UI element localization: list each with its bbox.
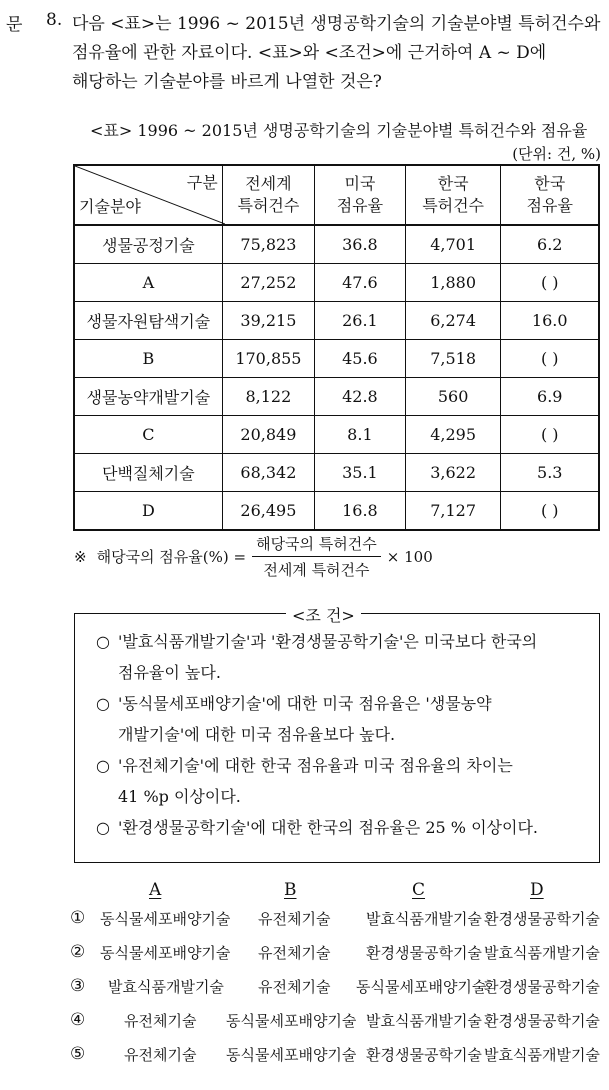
cell-us: 8.1	[315, 416, 406, 454]
cell-us: 26.1	[315, 302, 406, 340]
condition-text: 개발기술'에 대한 미국 점유율보다 높다.	[118, 725, 396, 744]
question-number: 8.	[46, 10, 63, 30]
option-d: 환경생물공학기술	[484, 978, 600, 996]
cell-us: 35.1	[315, 454, 406, 492]
option-number: ④	[70, 1010, 86, 1030]
option-a: 유전체기술	[124, 1046, 197, 1064]
bullet-icon: ○	[96, 818, 110, 837]
bullet-icon: ○	[96, 756, 110, 775]
table-row	[74, 340, 599, 378]
cell-field: 생물농약개발기술	[74, 378, 222, 416]
cell-world: 8,122	[222, 378, 314, 416]
condition-line	[96, 781, 513, 812]
bullet-icon: ○	[96, 632, 110, 651]
table-row	[74, 378, 599, 416]
option-a: 동식물세포배양기술	[100, 910, 231, 928]
answer-option[interactable]	[70, 942, 609, 968]
answer-option[interactable]	[70, 1010, 609, 1036]
option-number: ③	[70, 976, 86, 996]
cell-kr-share: 6.9	[501, 378, 599, 416]
cell-field: A	[74, 264, 222, 302]
share-formula	[74, 533, 433, 580]
table-row	[74, 264, 599, 302]
cell-world: 20,849	[222, 416, 314, 454]
option-number: ⑤	[70, 1044, 86, 1064]
cell-kr-share: ( )	[501, 340, 599, 378]
condition-line	[96, 812, 538, 843]
cell-field: B	[74, 340, 222, 378]
table-row	[74, 416, 599, 454]
column-header	[405, 165, 501, 225]
cell-kr-share: 16.0	[501, 302, 599, 340]
patent-table	[73, 164, 600, 531]
cell-field: D	[74, 492, 222, 531]
cell-field: 단백질체기술	[74, 454, 222, 492]
formula-rhs: × 100	[386, 547, 433, 566]
option-number: ①	[70, 908, 86, 928]
col-header-kr-count: 한국 특허건수	[422, 174, 485, 215]
condition-line	[96, 626, 537, 657]
answer-option[interactable]	[70, 908, 609, 934]
option-b: 유전체기술	[258, 978, 331, 996]
option-c: 환경생물공학기술	[366, 944, 482, 962]
formula-fraction	[252, 533, 381, 580]
table-header-row	[74, 165, 599, 225]
col-header-us: 미국 점유율	[336, 174, 384, 215]
cell-kr-share: 5.3	[501, 454, 599, 492]
answer-header-a: A	[149, 880, 162, 900]
option-b: 동식물세포배양기술	[226, 1012, 357, 1030]
condition-item	[96, 812, 538, 843]
condition-line	[96, 750, 513, 781]
option-a: 유전체기술	[124, 1012, 197, 1030]
table-row	[74, 302, 599, 340]
answer-header-c: C	[412, 880, 426, 900]
question-label: 문	[6, 15, 23, 35]
cell-us: 45.6	[315, 340, 406, 378]
option-number: ②	[70, 942, 86, 962]
formula-lhs: 해당국의 점유율(%) =	[96, 548, 247, 566]
condition-text: 점유율이 높다.	[118, 663, 221, 682]
formula-denominator: 전세계 특허건수	[263, 561, 370, 579]
option-b: 유전체기술	[258, 910, 331, 928]
table-row	[74, 454, 599, 492]
col-header-kr-share: 한국 점유율	[526, 174, 573, 215]
cell-kr-share: ( )	[501, 492, 599, 531]
condition-text: 41 %p 이상이다.	[118, 787, 241, 806]
option-a: 동식물세포배양기술	[100, 944, 231, 962]
cell-kr-share: 6.2	[501, 225, 599, 264]
table-unit: (단위: 건, %)	[512, 145, 601, 163]
condition-line	[96, 688, 492, 719]
cell-field: C	[74, 416, 222, 454]
option-c: 발효식품개발기술	[366, 910, 482, 928]
option-b: 유전체기술	[258, 944, 331, 962]
condition-item	[96, 750, 513, 812]
cell-kr-count: 6,274	[405, 302, 501, 340]
column-header	[315, 165, 406, 225]
col-header-world: 전세계 특허건수	[237, 174, 300, 215]
answer-option[interactable]	[70, 1044, 609, 1070]
column-header	[501, 165, 599, 225]
cell-field: 생물공정기술	[74, 225, 222, 264]
answer-header-b: B	[284, 880, 297, 900]
cell-kr-share: ( )	[501, 416, 599, 454]
formula-numerator: 해당국의 특허건수	[252, 533, 381, 557]
condition-text: '동식물세포배양기술'에 대한 미국 점유율은 '생물농약	[118, 694, 492, 713]
condition-line	[96, 657, 537, 688]
table-row	[74, 492, 599, 531]
cell-kr-count: 3,622	[405, 454, 501, 492]
stem-line: 점유율에 관한 자료이다. <표>와 <조건>에 근거하여 A ~ D에	[72, 43, 547, 63]
note-mark: ※	[74, 547, 87, 566]
cell-field: 생물자원탐색기술	[74, 302, 222, 340]
condition-text: '유전체기술'에 대한 한국 점유율과 미국 점유율의 차이는	[118, 756, 513, 775]
cell-us: 16.8	[315, 492, 406, 531]
cell-kr-count: 7,127	[405, 492, 501, 531]
column-header	[222, 165, 314, 225]
cell-us: 36.8	[315, 225, 406, 264]
bullet-icon: ○	[96, 694, 110, 713]
option-c: 발효식품개발기술	[366, 1012, 482, 1030]
corner-header-bottom: 기술분야	[79, 197, 141, 216]
condition-item	[96, 688, 492, 750]
stem-line: 해당하는 기술분야를 바르게 나열한 것은?	[72, 72, 382, 92]
stem-line: 다음 <표>는 1996 ~ 2015년 생명공학기술의 기술분야별 특허건수와	[72, 14, 601, 34]
corner-header-top: 구분	[186, 173, 218, 192]
condition-text: '발효식품개발기술'과 '환경생물공학기술'은 미국보다 한국의	[118, 632, 538, 651]
answer-header-d: D	[530, 880, 544, 900]
option-d: 발효식품개발기술	[484, 1046, 600, 1064]
cell-world: 39,215	[222, 302, 314, 340]
option-c: 환경생물공학기술	[366, 1046, 482, 1064]
cell-kr-count: 1,880	[405, 264, 501, 302]
conditions-title: <조 건>	[286, 603, 361, 626]
cell-kr-share: ( )	[501, 264, 599, 302]
table-row	[74, 225, 599, 264]
cell-us: 47.6	[315, 264, 406, 302]
cell-us: 42.8	[315, 378, 406, 416]
option-d: 발효식품개발기술	[484, 944, 600, 962]
option-d: 환경생물공학기술	[484, 1012, 600, 1030]
cell-world: 75,823	[222, 225, 314, 264]
option-a: 발효식품개발기술	[108, 978, 224, 996]
cell-kr-count: 560	[405, 378, 501, 416]
cell-kr-count: 7,518	[405, 340, 501, 378]
cell-world: 68,342	[222, 454, 314, 492]
condition-text: '환경생물공학기술'에 대한 한국의 점유율은 25 % 이상이다.	[118, 818, 538, 837]
condition-item	[96, 626, 537, 688]
option-c: 동식물세포배양기술	[356, 978, 487, 996]
answer-option[interactable]	[70, 976, 609, 1002]
table-title: <표> 1996 ~ 2015년 생명공학기술의 기술분야별 특허건수와 점유율	[90, 121, 588, 140]
cell-kr-count: 4,295	[405, 416, 501, 454]
cell-kr-count: 4,701	[405, 225, 501, 264]
cell-world: 26,495	[222, 492, 314, 531]
option-d: 환경생물공학기술	[484, 910, 600, 928]
cell-world: 170,855	[222, 340, 314, 378]
question-stem	[72, 10, 602, 97]
cell-world: 27,252	[222, 264, 314, 302]
corner-header-cell	[74, 165, 222, 225]
condition-line	[96, 719, 492, 750]
option-b: 동식물세포배양기술	[226, 1046, 357, 1064]
